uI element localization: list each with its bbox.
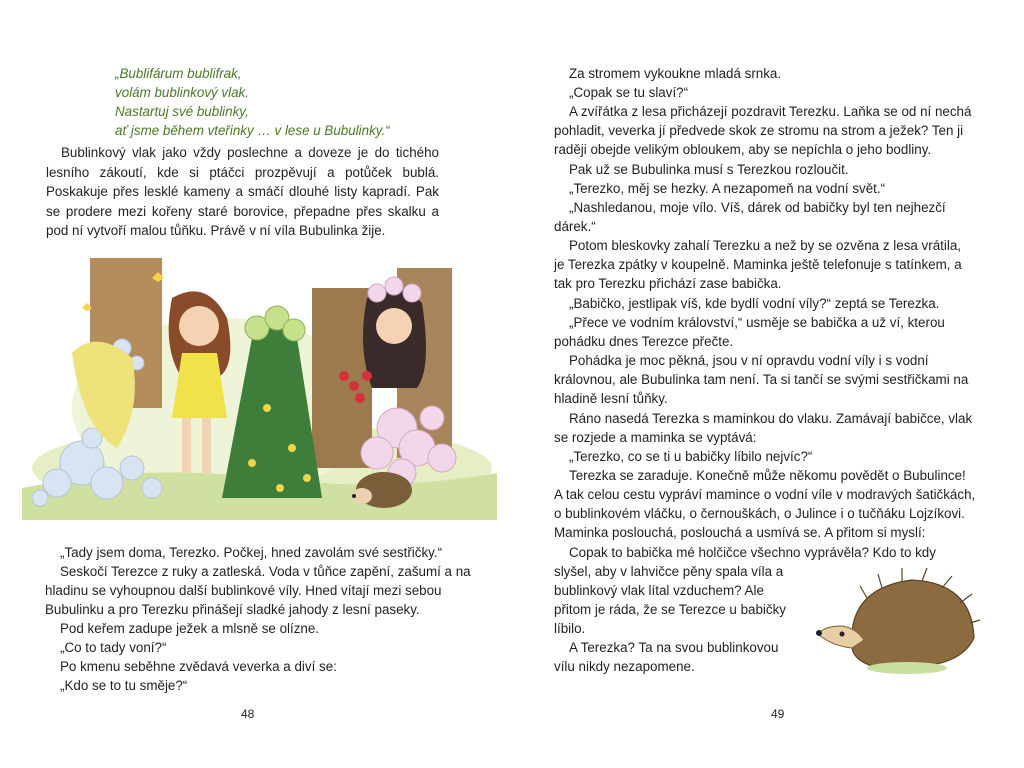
text-line: Pohádka je moc pěkná, jsou v ní opravdu vodní víly i s vodní [569, 353, 929, 368]
text-line: bublinkový vlak lítal vzduchem? Ale [554, 583, 764, 598]
text-line: Po kmenu seběhne zvědavá veverka a diví se: [60, 659, 337, 674]
text-line: se rozjede a maminka se vyptává: [554, 430, 757, 445]
text-line: A Terezka? Ta na svou bublinkovou [569, 640, 779, 655]
poem [115, 64, 390, 140]
text-line: Ráno nasedá Terezka s maminkou do vlaku. Zamávají babičce, vlak [569, 411, 973, 426]
text-line: „Přece ve vodním království,“ usměje se babička a už ví, kterou [569, 315, 945, 330]
text-line: pohádku dnes Terezce přečte. [554, 334, 734, 349]
poem-line: ať jsme během vteřinky … v lese u Bubulinky.“ [115, 123, 390, 138]
text-line: „Nashledanou, moje vílo. Víš, dárek od babičky byl ten nejhezčí [569, 200, 946, 215]
poem-line: Nastartuj své bublinky, [115, 104, 249, 119]
page-number: 49 [771, 707, 785, 721]
text-line: Seskočí Terezce z ruky a zatleská. Voda v tůňce zapění, zašumí a na [60, 564, 471, 579]
text-line: Terezka se zaraduje. Konečně může někomu povědět o Bubulince! [569, 468, 966, 483]
text-line: královnou, ale Bubulinka tam není. Ta si tančí se svými sestřičkami na [554, 372, 969, 387]
text-line: vílu nikdy nezapomene. [554, 659, 695, 674]
paragraph-train: Bublinkový vlak jako vždy poslechne a doveze je do tichého lesního zákoutí, kde si ptáčci prozpěvují a potůček bublá. Poskakuje přes lesklé kameny a smáčí dlouhé listy kapradí. Pak se prodere mezi kořeny staré borovice, přepadne přes skalku a pod ní vytvoří malou tůňku. Právě v ní víla Bubulinka žije. [46, 145, 439, 238]
right-page [512, 0, 1024, 768]
text-line: přitom je ráda, že se Terezce u babičky [554, 602, 786, 617]
text-line: „Babičko, jestlipak víš, kde bydlí vodní víly?“ zeptá se Terezka. [569, 296, 940, 311]
poem-line: „Bublifárum bublifrak, [115, 66, 242, 81]
text-line: raději obejde velikým obloukem, aby se nepíchla o jeho bodliny. [554, 142, 932, 157]
text-line: Copak to babička mé holčičce všechno vyprávěla? Kdo to kdy [569, 545, 936, 560]
text-line: „Copak se tu slaví?“ [569, 85, 689, 100]
text-line: Maminka poslouchá, poslouchá a usmívá se. A přitom si myslí: [554, 525, 926, 540]
text-line: je Terezka zpátky v koupelně. Maminka ještě telefonuje s tatínkem, a [554, 257, 962, 272]
text-line: „Kdo se to tu směje?“ [60, 678, 188, 693]
page-number: 48 [241, 707, 255, 721]
text-line: pohladit, veverka jí předvede skok ze stromu na strom a ježek? Ten ji [554, 123, 964, 138]
fairies-illustration [22, 258, 497, 520]
text-line: o bublinkovém vláčku, o černouškách, o Julince i o tučňáku Lojzíkovi. [554, 506, 965, 521]
text-line: „Tady jsem doma, Terezko. Počkej, hned zavolám své sestřičky.“ [60, 545, 443, 560]
text-line: Pod keřem zadupe ježek a mlsně se olízne. [60, 621, 320, 636]
text-line: dárek.“ [554, 219, 596, 234]
text-line: hladinu se vyhoupnou další bublinkové víly. Hned vítají mezi sebou [45, 583, 442, 598]
text-line: tak pro Terezku přichází zase babička. [554, 276, 782, 291]
text-line: hladině lesní tůňky. [554, 391, 668, 406]
text-line: „Terezko, měj se hezky. A nezapomeň na vodní svět.“ [569, 181, 886, 196]
text-line: Za stromem vykoukne mladá srnka. [569, 66, 782, 81]
text-line: A tak celou cestu vypráví mamince o vodní víle v modravých šatičkách, [554, 487, 976, 502]
poem-line: volám bublinkový vlak. [115, 85, 249, 100]
text-line: Pak už se Bubulinka musí s Terezkou rozloučit. [569, 162, 849, 177]
text-line: Potom bleskovky zahalí Terezku a než by se ozvěna z lesa vrátila, [569, 238, 961, 253]
text-line: líbilo. [554, 621, 586, 636]
text-line: „Co to tady voní?“ [60, 640, 167, 655]
text-line: „Terezko, co se ti u babičky líbilo nejvíc?“ [569, 449, 813, 464]
text-line: Bubulinku a pro Terezku přinášejí sladké jahody z lesní paseky. [45, 602, 420, 617]
text-line: A zvířátka z lesa přicházejí pozdravit Terezku. Laňka se od ní nechá [569, 104, 972, 119]
hedgehog-illustration [812, 568, 982, 678]
text-line: slyšel, aby v lahvičce pěny spala víla a [554, 564, 784, 579]
